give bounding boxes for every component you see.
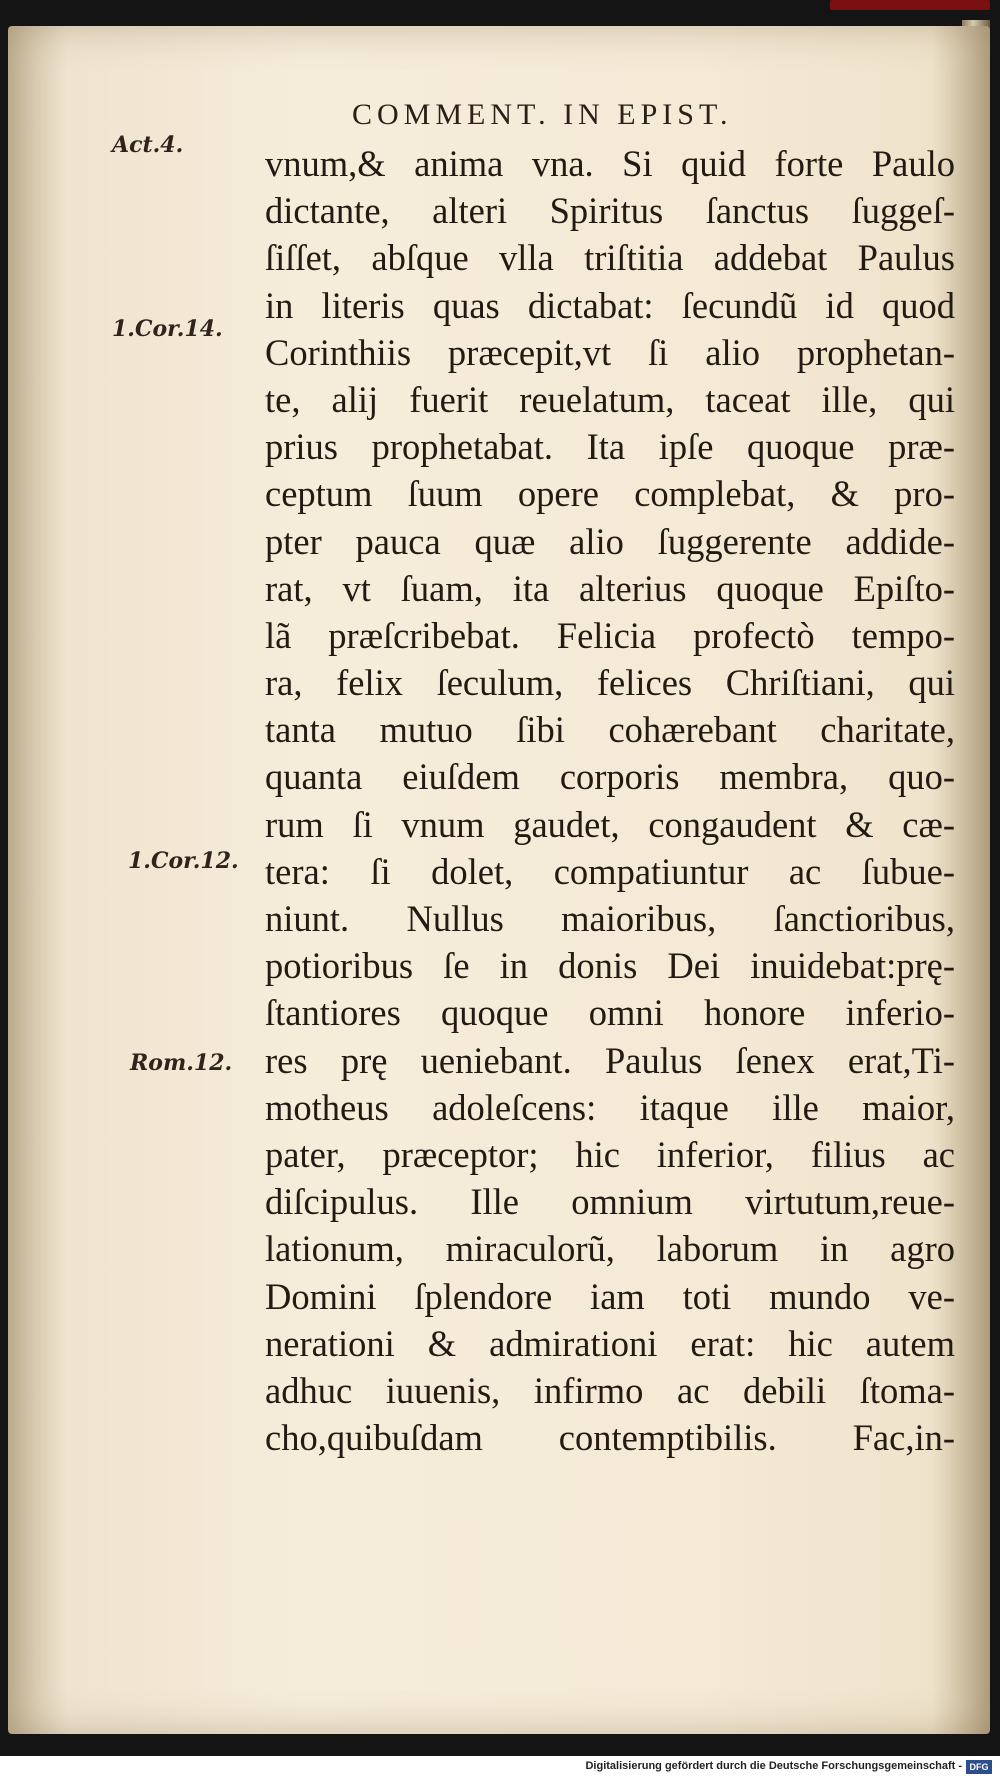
funding-credit: Digitalisierung gefördert durch die Deutsche Forschungsgemeinschaft - <box>585 1760 962 1772</box>
text-line: ſtantiores quoque omni honore inferio- <box>265 992 955 1034</box>
text-line: tera: ſi dolet, compatiuntur ac ſubue- <box>265 850 955 892</box>
text-line: motheus adoleſcens: itaque ille maior, <box>265 1086 955 1128</box>
text-line: ſiſſet, abſque vlla triſtitia addebat Paulus <box>265 237 955 279</box>
margin-note-acts: Act.4. <box>112 132 184 158</box>
running-head: COMMENT. IN EPIST. <box>352 98 733 131</box>
text-line: Domini ſplendore iam toti mundo ve- <box>265 1275 955 1317</box>
text-line: Corinthiis præcepit,vt ſi alio prophetan- <box>265 331 955 373</box>
text-line: res prę ueniebant. Paulus ſenex erat,Ti- <box>265 1039 955 1081</box>
text-line: in literis quas dictabat: ſecundũ id quod <box>265 284 955 326</box>
text-line: pter pauca quæ alio ſuggerente addide- <box>265 520 955 562</box>
text-line: niunt. Nullus maioribus, ſanctioribus, <box>265 898 955 939</box>
text-line: rat, vt ſuam, ita alterius quoque Epiſto- <box>265 567 955 609</box>
text-line: nerationi & admirationi erat: hic autem <box>265 1322 955 1364</box>
text-line: ceptum ſuum opere complebat, & pro- <box>265 473 955 515</box>
text-line: potioribus ſe in donis Dei inuidebat:prę- <box>265 945 955 987</box>
text-line: adhuc iuuenis, infirmo ac debili ſtoma- <box>265 1369 955 1411</box>
text-line: lã præſcribebat. Felicia profectò tempo- <box>265 614 955 656</box>
margin-note-cor-14: 1.Cor.14. <box>112 316 223 342</box>
text-line: rum ſi vnum gaudet, congaudent & cæ- <box>265 803 955 845</box>
text-line: ra, felix ſeculum, felices Chriſtiani, qui <box>265 662 955 704</box>
text-line: te, alij fuerit reuelatum, taceat ille, qui <box>265 378 955 420</box>
text-line: cho,quibuſdam contemptibilis. Fac,in- <box>265 1417 955 1459</box>
body-text <box>265 140 955 1461</box>
text-line: dictante, alteri Spiritus ſanctus ſuggeſ- <box>265 190 955 232</box>
text-line: prius prophetabat. Ita ipſe quoque præ- <box>265 426 955 468</box>
red-tab-mark <box>830 0 990 10</box>
text-line: lationum, miraculorũ, laborum in agro <box>265 1228 955 1270</box>
dfg-logo: DFG <box>966 1760 992 1774</box>
margin-note-rom-12: Rom.12. <box>130 1050 233 1076</box>
text-line: pater, præceptor; hic inferior, filius ac <box>265 1133 955 1175</box>
text-line: diſcipulus. Ille omnium virtutum,reue- <box>265 1181 955 1223</box>
margin-note-cor-12: 1.Cor.12. <box>128 848 239 874</box>
text-line: quanta eiuſdem corporis membra, quo- <box>265 756 955 798</box>
text-line: vnum,& anima vna. Si quid forte Paulo <box>265 143 955 184</box>
text-line: tanta mutuo ſibi cohærebant charitate, <box>265 709 955 751</box>
